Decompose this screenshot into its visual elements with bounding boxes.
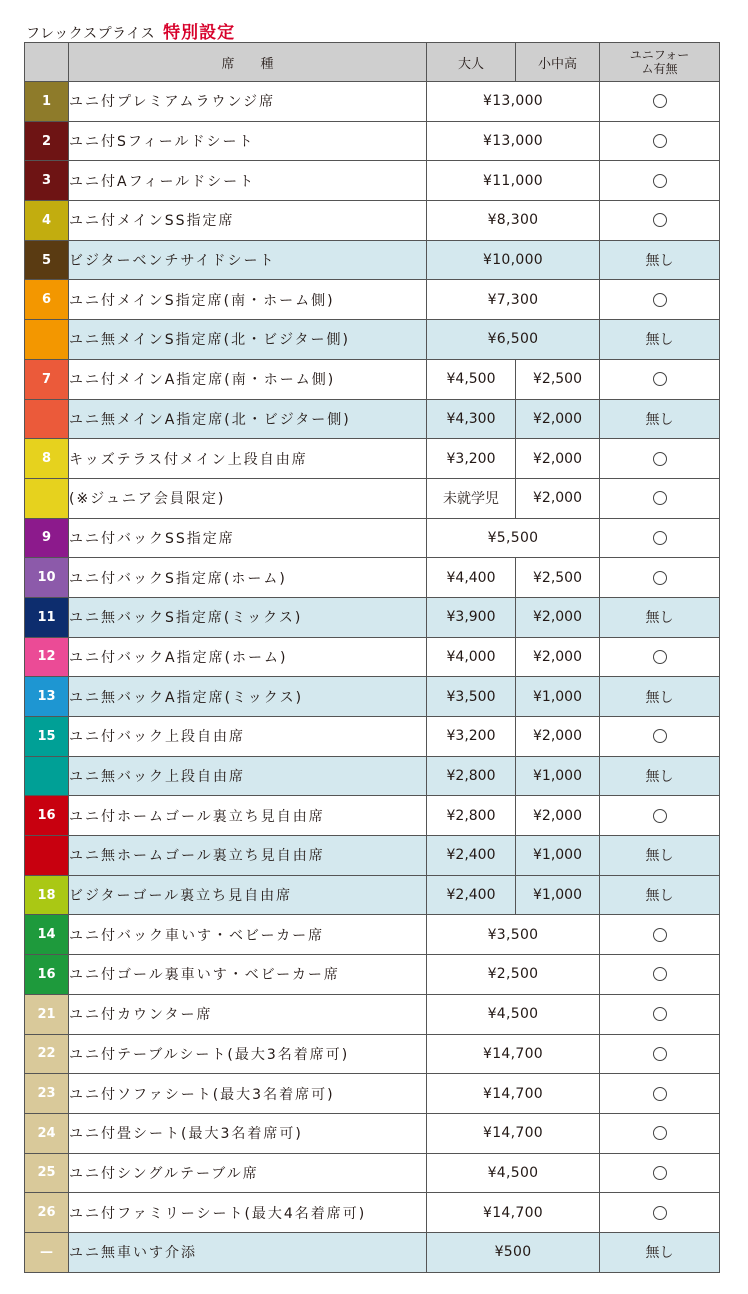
child-price: ¥1,000: [516, 875, 600, 915]
circle-icon: [653, 134, 667, 148]
adult-price: 未就学児: [427, 478, 516, 518]
seat-name: ユニ付Aフィールドシート: [69, 161, 427, 201]
adult-price: ¥3,900: [427, 597, 516, 637]
child-price: ¥1,000: [516, 677, 600, 717]
table-row: [25, 836, 720, 876]
seat-name: ユニ付メインS指定席(南・ホーム側): [69, 280, 427, 320]
uniform-cell: [600, 915, 720, 955]
price-cell: ¥13,000: [427, 121, 600, 161]
seat-number-badge: 16: [25, 955, 69, 995]
seat-number-badge: [25, 756, 69, 796]
price-cell: ¥13,000: [427, 82, 600, 122]
header-adult: 大人: [427, 43, 516, 82]
seat-name: ユニ付バックSS指定席: [69, 518, 427, 558]
seat-name: ユニ付バックS指定席(ホーム): [69, 558, 427, 598]
price-cell: ¥3,500: [427, 915, 600, 955]
table-row: [25, 1034, 720, 1074]
uniform-cell: [600, 796, 720, 836]
seat-number-badge: 23: [25, 1074, 69, 1114]
table-row: [25, 161, 720, 201]
circle-icon: [653, 1047, 667, 1061]
circle-icon: [653, 967, 667, 981]
seat-name: ユニ無ホームゴール裏立ち見自由席: [69, 836, 427, 876]
price-cell: ¥500: [427, 1232, 600, 1272]
seat-name: ユニ無バックA指定席(ミックス): [69, 677, 427, 717]
child-price: ¥1,000: [516, 836, 600, 876]
uniform-cell: [600, 558, 720, 598]
table-row: [25, 677, 720, 717]
price-cell: ¥14,700: [427, 1034, 600, 1074]
child-price: ¥2,500: [516, 359, 600, 399]
seat-number-badge: —: [25, 1232, 69, 1272]
seat-number-badge: 7: [25, 359, 69, 399]
adult-price: ¥2,400: [427, 836, 516, 876]
circle-icon: [653, 491, 667, 505]
circle-icon: [653, 94, 667, 108]
seat-number-badge: 25: [25, 1153, 69, 1193]
table-row: [25, 955, 720, 995]
seat-number-badge: 26: [25, 1193, 69, 1233]
adult-price: ¥3,200: [427, 717, 516, 757]
uniform-cell: [600, 1074, 720, 1114]
price-table: [24, 42, 720, 1273]
seat-name: ユニ無メインA指定席(北・ビジター側): [69, 399, 427, 439]
child-price: ¥2,000: [516, 796, 600, 836]
adult-price: ¥4,400: [427, 558, 516, 598]
table-row: [25, 240, 720, 280]
uniform-cell: [600, 359, 720, 399]
seat-name: ユニ付畳シート(最大3名着席可): [69, 1113, 427, 1153]
seat-name: (※ジュニア会員限定): [69, 478, 427, 518]
circle-icon: [653, 928, 667, 942]
adult-price: ¥4,000: [427, 637, 516, 677]
seat-number-badge: 16: [25, 796, 69, 836]
table-row: [25, 994, 720, 1034]
seat-name: ユニ無メインS指定席(北・ビジター側): [69, 320, 427, 360]
seat-number-badge: 15: [25, 717, 69, 757]
seat-name: キッズテラス付メイン上段自由席: [69, 439, 427, 479]
uniform-cell: 無し: [600, 677, 720, 717]
seat-name: ビジターベンチサイドシート: [69, 240, 427, 280]
adult-price: ¥2,400: [427, 875, 516, 915]
child-price: ¥2,000: [516, 399, 600, 439]
title-accent: 特別設定: [163, 23, 236, 43]
seat-number-badge: 21: [25, 994, 69, 1034]
adult-price: ¥4,500: [427, 359, 516, 399]
seat-name: ユニ付バック車いす・ベビーカー席: [69, 915, 427, 955]
table-row: [25, 82, 720, 122]
seat-name: ユニ付カウンター席: [69, 994, 427, 1034]
seat-name: ユニ付メインSS指定席: [69, 201, 427, 241]
seat-number-badge: 8: [25, 439, 69, 479]
table-row: [25, 1153, 720, 1193]
circle-icon: [653, 1206, 667, 1220]
seat-name: ユニ付ファミリーシート(最大4名着席可): [69, 1193, 427, 1233]
circle-icon: [653, 571, 667, 585]
child-price: ¥2,000: [516, 717, 600, 757]
child-price: ¥2,000: [516, 478, 600, 518]
child-price: ¥2,000: [516, 637, 600, 677]
price-cell: ¥6,500: [427, 320, 600, 360]
seat-number-badge: 11: [25, 597, 69, 637]
circle-icon: [653, 213, 667, 227]
table-row: [25, 280, 720, 320]
table-row: [25, 1193, 720, 1233]
seat-name: ユニ付シングルテーブル席: [69, 1153, 427, 1193]
seat-name: ユニ無バック上段自由席: [69, 756, 427, 796]
seat-number-badge: 24: [25, 1113, 69, 1153]
uniform-cell: [600, 1113, 720, 1153]
seat-number-badge: 13: [25, 677, 69, 717]
table-row: [25, 1113, 720, 1153]
table-row: [25, 399, 720, 439]
circle-icon: [653, 1126, 667, 1140]
price-cell: ¥14,700: [427, 1074, 600, 1114]
table-row: [25, 320, 720, 360]
table-row: [25, 201, 720, 241]
table-row: [25, 359, 720, 399]
price-cell: ¥14,700: [427, 1193, 600, 1233]
seat-name: ユニ付ゴール裏車いす・ベビーカー席: [69, 955, 427, 995]
seat-name: ユニ付テーブルシート(最大3名着席可): [69, 1034, 427, 1074]
uniform-cell: 無し: [600, 756, 720, 796]
price-cell: ¥5,500: [427, 518, 600, 558]
child-price: ¥2,500: [516, 558, 600, 598]
seat-name: ユニ付Sフィールドシート: [69, 121, 427, 161]
circle-icon: [653, 372, 667, 386]
seat-number-badge: 2: [25, 121, 69, 161]
seat-name: ユニ無車いす介添: [69, 1232, 427, 1272]
uniform-cell: [600, 121, 720, 161]
uniform-cell: 無し: [600, 320, 720, 360]
uniform-cell: [600, 82, 720, 122]
uniform-cell: [600, 717, 720, 757]
circle-icon: [653, 1007, 667, 1021]
table-row: [25, 558, 720, 598]
seat-number-badge: [25, 478, 69, 518]
seat-name: ユニ付ソファシート(最大3名着席可): [69, 1074, 427, 1114]
seat-number-badge: [25, 320, 69, 360]
uniform-cell: [600, 478, 720, 518]
price-cell: ¥10,000: [427, 240, 600, 280]
seat-name: ユニ付バックA指定席(ホーム): [69, 637, 427, 677]
adult-price: ¥2,800: [427, 796, 516, 836]
uniform-cell: 無し: [600, 875, 720, 915]
table-row: [25, 796, 720, 836]
circle-icon: [653, 531, 667, 545]
adult-price: ¥3,500: [427, 677, 516, 717]
seat-name: ユニ無バックS指定席(ミックス): [69, 597, 427, 637]
table-row: [25, 637, 720, 677]
table-row: [25, 121, 720, 161]
table-row: [25, 875, 720, 915]
circle-icon: [653, 1087, 667, 1101]
table-row: [25, 717, 720, 757]
table-header-row: [25, 43, 720, 82]
uniform-cell: [600, 1193, 720, 1233]
uniform-cell: [600, 280, 720, 320]
table-row: [25, 518, 720, 558]
header-blank: [25, 43, 69, 82]
table-row: [25, 915, 720, 955]
adult-price: ¥4,300: [427, 399, 516, 439]
seat-name: ユニ付メインA指定席(南・ホーム側): [69, 359, 427, 399]
uniform-cell: [600, 1153, 720, 1193]
circle-icon: [653, 452, 667, 466]
uniform-cell: 無し: [600, 399, 720, 439]
uniform-cell: [600, 161, 720, 201]
circle-icon: [653, 729, 667, 743]
title-text: フレックスプライス: [26, 26, 156, 42]
table-row: [25, 756, 720, 796]
seat-number-badge: 10: [25, 558, 69, 598]
uniform-cell: 無し: [600, 240, 720, 280]
uniform-cell: 無し: [600, 836, 720, 876]
seat-number-badge: 1: [25, 82, 69, 122]
seat-number-badge: [25, 399, 69, 439]
uniform-cell: [600, 201, 720, 241]
uniform-cell: [600, 955, 720, 995]
header-uniform-label: ユニフォーム有無: [629, 48, 690, 76]
uniform-cell: [600, 518, 720, 558]
price-cell: ¥7,300: [427, 280, 600, 320]
price-cell: ¥2,500: [427, 955, 600, 995]
table-row: [25, 478, 720, 518]
seat-number-badge: 6: [25, 280, 69, 320]
circle-icon: [653, 650, 667, 664]
seat-name: ユニ付プレミアムラウンジ席: [69, 82, 427, 122]
price-cell: ¥11,000: [427, 161, 600, 201]
table-row: [25, 439, 720, 479]
child-price: ¥1,000: [516, 756, 600, 796]
table-row: [25, 597, 720, 637]
price-cell: ¥14,700: [427, 1113, 600, 1153]
header-child: 小中高: [516, 43, 600, 82]
price-cell: ¥4,500: [427, 994, 600, 1034]
table-row: [25, 1074, 720, 1114]
uniform-cell: [600, 994, 720, 1034]
seat-number-badge: 22: [25, 1034, 69, 1074]
uniform-cell: [600, 1034, 720, 1074]
seat-number-badge: 9: [25, 518, 69, 558]
price-cell: ¥8,300: [427, 201, 600, 241]
seat-name: ビジターゴール裏立ち見自由席: [69, 875, 427, 915]
seat-number-badge: 14: [25, 915, 69, 955]
uniform-cell: 無し: [600, 1232, 720, 1272]
seat-name: ユニ付ホームゴール裏立ち見自由席: [69, 796, 427, 836]
circle-icon: [653, 174, 667, 188]
seat-number-badge: 18: [25, 875, 69, 915]
adult-price: ¥2,800: [427, 756, 516, 796]
seat-number-badge: 5: [25, 240, 69, 280]
child-price: ¥2,000: [516, 597, 600, 637]
circle-icon: [653, 809, 667, 823]
uniform-cell: [600, 439, 720, 479]
seat-number-badge: 12: [25, 637, 69, 677]
seat-number-badge: 4: [25, 201, 69, 241]
seat-number-badge: 3: [25, 161, 69, 201]
child-price: ¥2,000: [516, 439, 600, 479]
seat-name: ユニ付バック上段自由席: [69, 717, 427, 757]
circle-icon: [653, 1166, 667, 1180]
table-row: [25, 1232, 720, 1272]
uniform-cell: [600, 637, 720, 677]
adult-price: ¥3,200: [427, 439, 516, 479]
page-title: [26, 18, 235, 42]
price-cell: ¥4,500: [427, 1153, 600, 1193]
header-seat: 席 種: [69, 43, 427, 82]
header-uniform: [600, 43, 720, 82]
uniform-cell: 無し: [600, 597, 720, 637]
circle-icon: [653, 293, 667, 307]
seat-number-badge: [25, 836, 69, 876]
